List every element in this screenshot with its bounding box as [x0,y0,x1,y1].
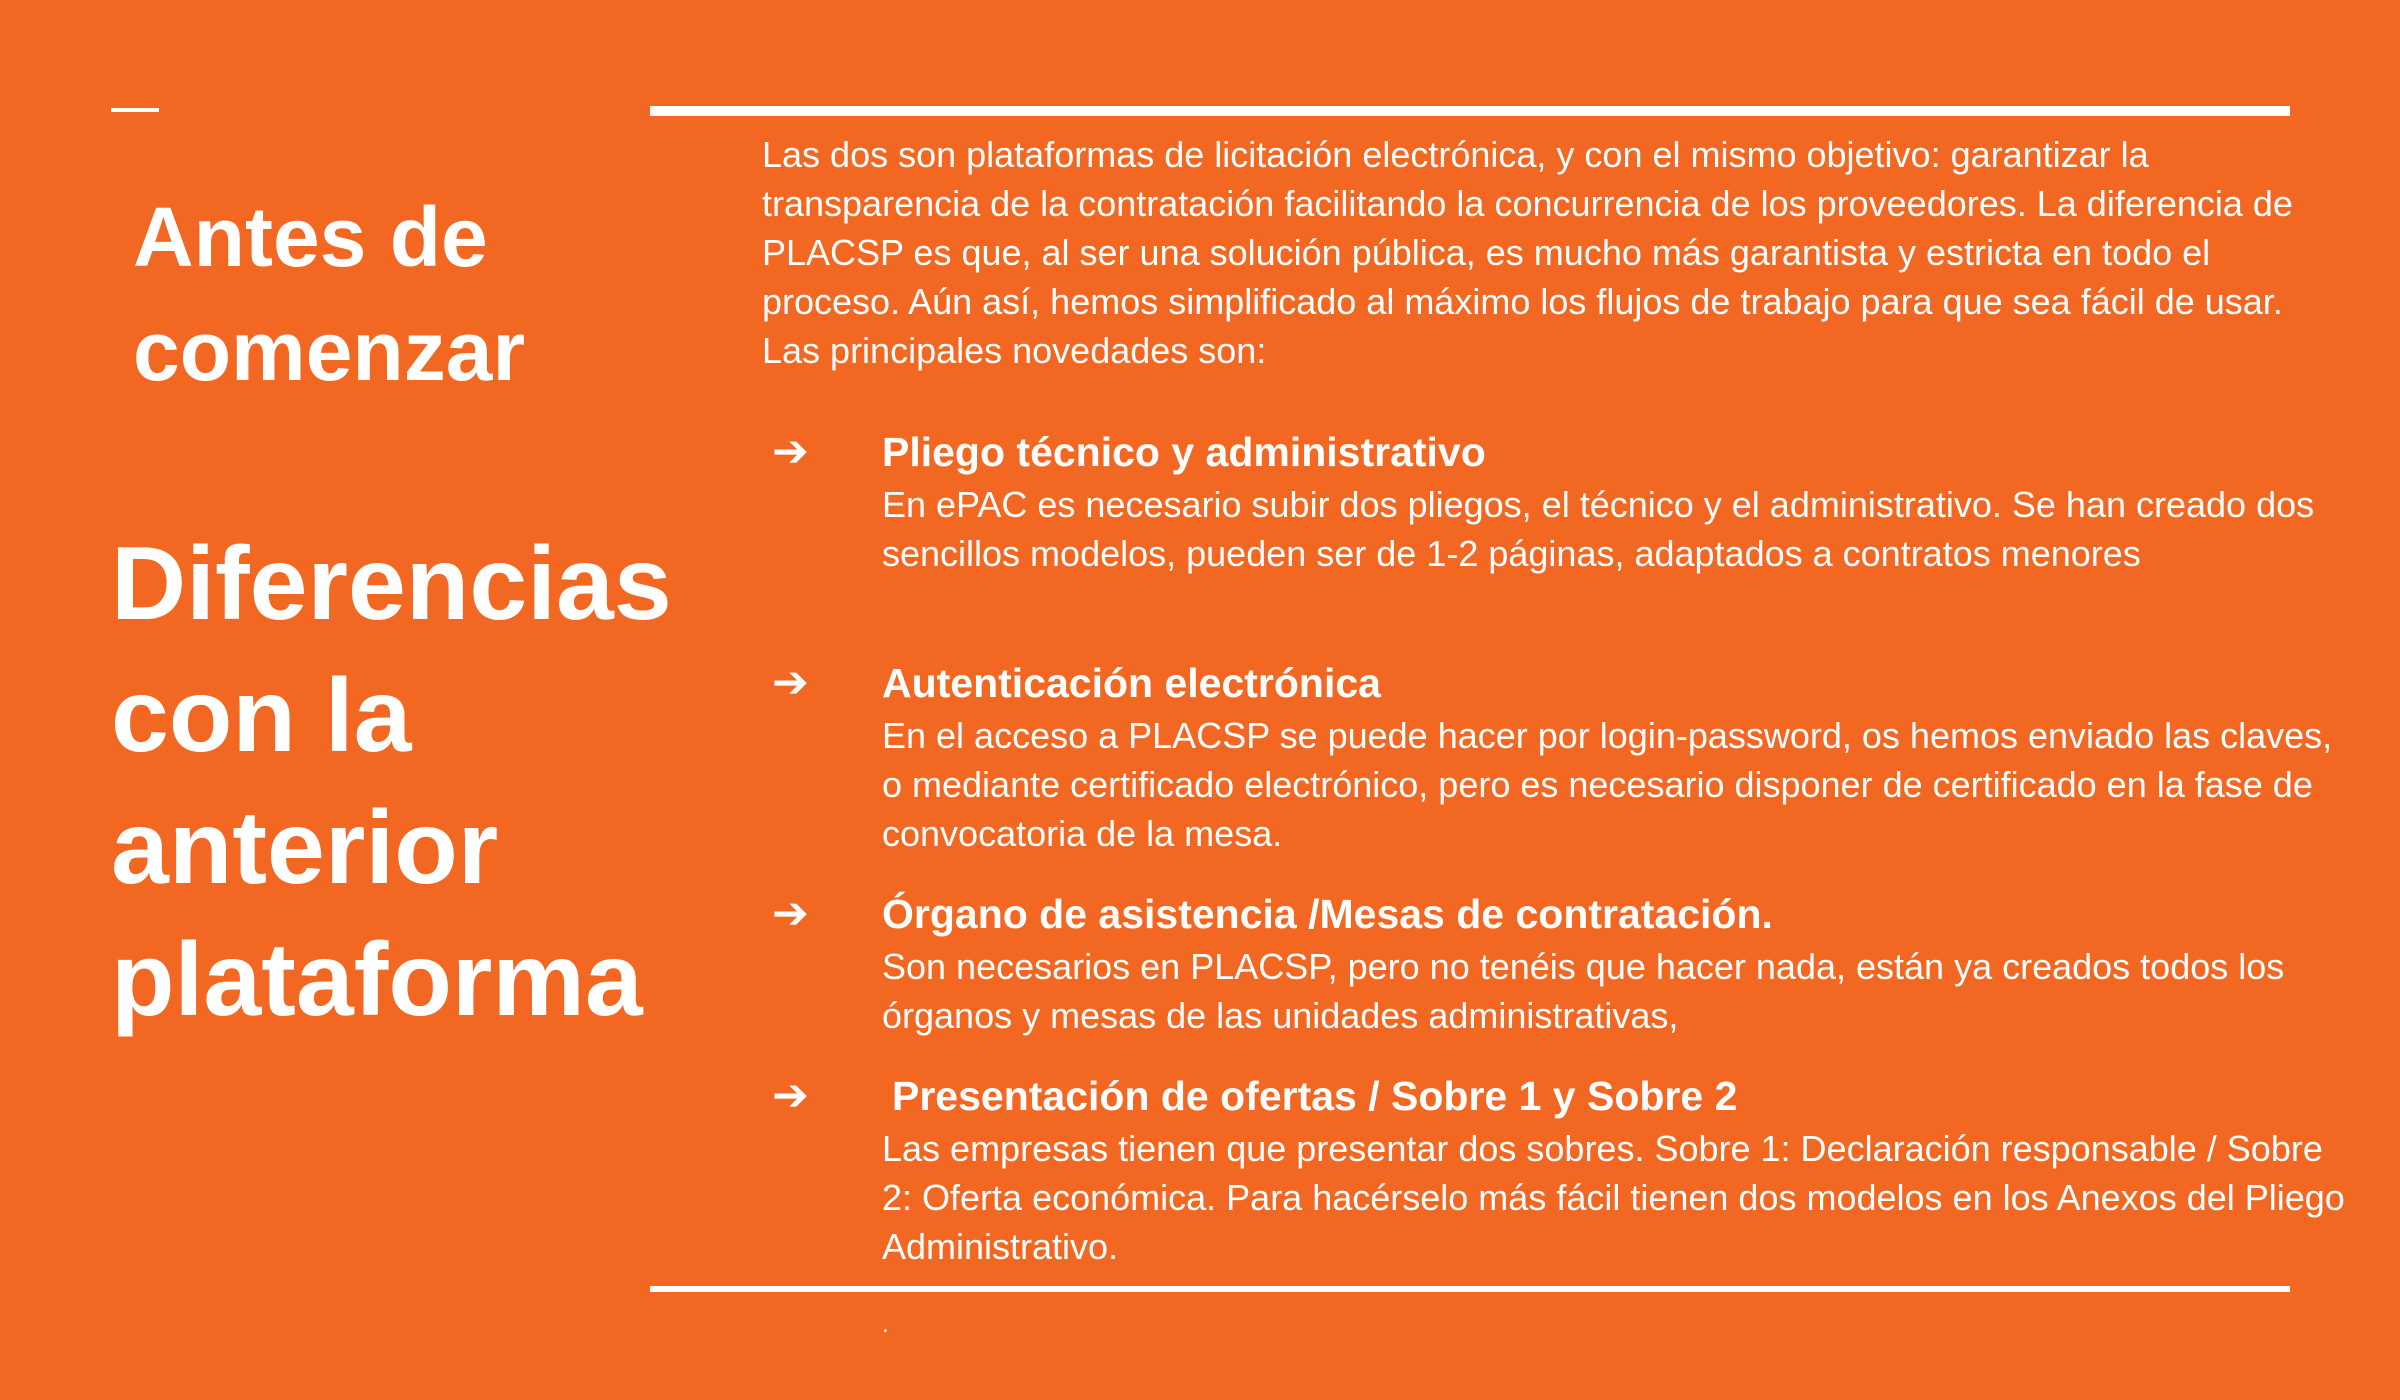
top-divider [650,106,2290,116]
item-title: Autenticación electrónica [882,660,1381,706]
accent-dash [111,108,159,112]
subtitle-line: comenzar [133,304,526,398]
title-line: anterior [111,790,499,906]
item-body: Son necesarios en PLACSP, pero no tenéis que hacer nada, están ya creados todos los órganos y mesas de las unidades administrativas, [882,946,2285,1036]
arrow-right-icon: ➔ [772,658,809,707]
arrow-right-icon: ➔ [772,1071,809,1120]
arrow-right-icon: ➔ [772,427,809,476]
footer-mark: . [882,1311,889,1338]
arrow-right-icon: ➔ [772,889,809,938]
item-body: Las empresas tienen que presentar dos sobres. Sobre 1: Declaración responsable / Sobre 2: Oferta económica. Para hacérselo más fácil tienen dos modelos en los Anexos del Pliego Administrativo. [882,1128,2345,1267]
section-subtitle [133,180,653,408]
item-body: En ePAC es necesario subir dos pliegos, el técnico y el administrativo. Se han creado dos sencillos modelos, pueden ser de 1-2 páginas, adaptados a contratos menores [882,484,2315,574]
subtitle-line: Antes de [133,190,488,284]
item-title: Pliego técnico y administrativo [882,429,1486,475]
page-title [111,518,691,1046]
title-line: plataforma [111,922,643,1038]
bottom-divider [650,1286,2290,1292]
item-title: Órgano de asistencia /Mesas de contratación. [882,891,1773,937]
item-body: En el acceso a PLACSP se puede hacer por login-password, os hemos enviado las claves, o mediante certificado electrónico, pero es necesario disponer de certificado en la fase de convocatoria de la mesa. [882,715,2333,854]
title-line: Diferencias [111,526,672,642]
intro-paragraph: Las dos son plataformas de licitación electrónica, y con el mismo objetivo: garantizar la transparencia de la contratación facilitando la concurrencia de los proveedores. La diferencia de PLACSP es que, al ser una solución pública, es mucho más garantista y estricta en todo el proceso. Aún así, hemos simplificado al máximo los flujos de trabajo para que sea fácil de usar. Las principales novedades son: [762,134,2293,371]
title-line: con la [111,658,412,774]
item-title: Presentación de ofertas / Sobre 1 y Sobre 2 [892,1073,1738,1119]
